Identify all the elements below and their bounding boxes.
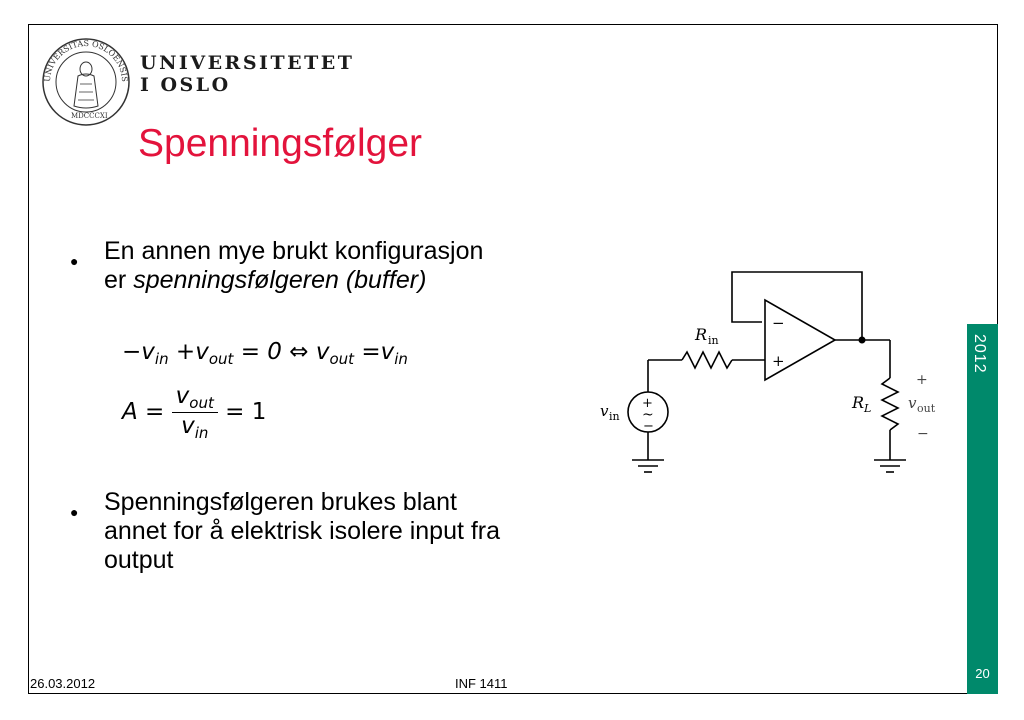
eq1-sub-out: out <box>208 350 234 368</box>
svg-text:MDCCCXI: MDCCCXI <box>71 112 108 120</box>
eq1-sub-in2: in <box>394 350 408 368</box>
sidebar-year: 2012 <box>971 334 988 374</box>
bullet-dot: ● <box>70 253 79 269</box>
eq2-denominator <box>172 413 218 442</box>
eq2-eq-one: = 1 <box>225 399 267 425</box>
eq2-num-v: v <box>175 383 190 409</box>
eq2-num-out: out <box>189 394 214 412</box>
eq1-iff: ⇔ <box>289 339 309 365</box>
year-sidebar <box>967 324 998 694</box>
university-name-line1: UNIVERSITETET <box>140 52 355 74</box>
rl-label-R: R <box>852 393 865 412</box>
vout-label-sub: out <box>917 402 936 415</box>
bullet-2-line1: Spenningsfølgeren brukes blant <box>104 488 458 516</box>
vout-plus: + <box>916 372 928 388</box>
footer-date: 26.03.2012 <box>30 676 96 691</box>
eq1-sub-in: in <box>154 350 169 368</box>
vout-minus: − <box>917 426 929 442</box>
bullet-1-line2-italic: spenningsfølgeren (buffer) <box>133 266 427 294</box>
input-resistor <box>682 352 732 368</box>
bullet-1-line2 <box>104 266 483 295</box>
bullet-1-text <box>104 237 483 295</box>
opamp-plus-label: + <box>772 352 785 370</box>
slide-title: Spenningsfølger <box>138 122 423 165</box>
page-number: 20 <box>975 666 990 681</box>
eq1-v2: v <box>195 339 209 365</box>
rin-label-R: R <box>695 325 708 344</box>
vin-label-sub: in <box>609 410 620 423</box>
bullet-1-line1: En annen mye brukt konfigurasjon <box>104 237 484 265</box>
footer-course: INF 1411 <box>455 676 508 691</box>
bullet-2-line3: output <box>104 546 174 574</box>
opamp-minus-label: − <box>772 314 785 332</box>
eq2-eq: = <box>145 399 165 425</box>
eq2-den-v: v <box>181 413 195 439</box>
eq1-v4: v <box>380 339 395 365</box>
eq2-den-in: in <box>194 424 209 442</box>
bullet-2-text <box>104 488 500 575</box>
vout-label-v: v <box>908 394 917 412</box>
university-name <box>140 52 354 96</box>
eq1-v: v <box>141 339 155 365</box>
vin-label-v: v <box>600 402 609 420</box>
output-node <box>859 337 866 344</box>
rin-label-sub: in <box>708 334 719 347</box>
eq1-sub-out2: out <box>329 350 355 368</box>
equation-2 <box>122 383 266 442</box>
source-plus: + <box>642 396 653 411</box>
svg-text:UNIVERSITAS OSLOENSIS: UNIVERSITAS OSLOENSIS <box>42 38 130 83</box>
eq2-fraction <box>172 383 218 442</box>
eq1-eq: = <box>361 339 381 365</box>
equation-1 <box>122 339 408 368</box>
eq1-minus: − <box>122 339 142 365</box>
rl-label-sub: L <box>864 402 872 415</box>
eq2-numerator <box>172 383 218 413</box>
bullet-dot: ● <box>70 504 79 520</box>
university-name-line2: I OSLO <box>140 74 231 96</box>
eq1-v3: v <box>315 339 330 365</box>
university-seal-logo <box>40 36 132 128</box>
load-resistor <box>882 378 898 430</box>
bullet-2-line2: annet for å elektrisk isolere input fra <box>104 517 501 545</box>
eq1-plus: + <box>175 339 196 365</box>
voltage-follower-circuit <box>590 260 960 490</box>
source-minus: − <box>643 419 654 434</box>
eq2-A: A <box>122 399 138 425</box>
bullet-1-line2-prefix: er <box>104 266 134 294</box>
eq1-eq-zero: = 0 <box>240 339 282 365</box>
source-tilde: ~ <box>642 407 654 423</box>
